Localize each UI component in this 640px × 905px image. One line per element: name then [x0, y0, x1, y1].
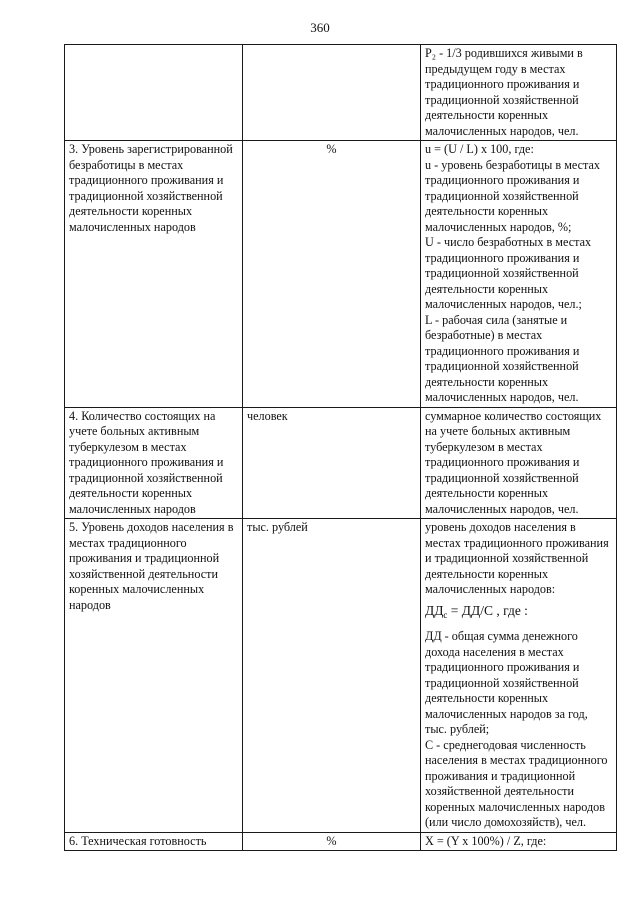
method-cell: [421, 407, 617, 519]
table-row: [65, 141, 617, 408]
unit-cell: %: [243, 832, 421, 851]
table-row: [65, 45, 617, 141]
formula-rest: = ДД/С , где :: [447, 602, 528, 618]
indicator-cell: 5. Уровень доходов населения в местах традиционного проживания и традиционной хозяйственной деятельности коренных малочисленных народов: [65, 519, 243, 833]
method-cell: [421, 141, 617, 408]
method-cell: [421, 519, 617, 833]
indicator-cell: 3. Уровень зарегистрированной безработицы в местах традиционного проживания и традиционной хозяйственной деятельности коренных малочисленных народов: [65, 141, 243, 408]
indicator-cell: 4. Количество состоящих на учете больных активным туберкулезом в местах традиционного проживания и традиционной хозяйственной деятельности коренных малочисленных народов: [65, 407, 243, 519]
table-row: [65, 519, 617, 833]
table-row: [65, 407, 617, 519]
method-line: L - рабочая сила (занятые и безработные) в местах традиционного проживания и традиционной хозяйственной деятельности коренных малочисленных народов, чел.: [425, 312, 580, 404]
method-intro: уровень доходов населения в местах традиционного проживания и традиционной хозяйственной деятельности коренных малочисленных народов:: [425, 520, 609, 596]
indicators-table: [64, 44, 617, 851]
method-line: ДД - общая сумма денежного дохода населения в местах традиционного проживания и традиционной хозяйственной деятельности коренных малочисленных народов за год, тыс. рублей;: [425, 629, 588, 736]
indicator-cell: [65, 45, 243, 141]
method-line: суммарное количество состоящих на учете больных активным туберкулезом в местах традиционного проживания и традиционной хозяйственной деятельности коренных малочисленных народов, чел.: [425, 408, 602, 516]
unit-cell: человек: [243, 407, 421, 519]
method-line: С - среднегодовая численность населения в местах традиционного проживания и традиционной хозяйственной деятельности коренных малочисленных народов (или число домохозяйств), чел.: [425, 737, 608, 829]
method-line: u - уровень безработицы в местах традиционного проживания и традиционной хозяйственной деятельности коренных малочисленных народов, %;: [425, 157, 601, 234]
page-number: 360: [310, 20, 330, 35]
income-formula: [425, 603, 612, 624]
method-cell: [421, 832, 617, 851]
unit-cell: %: [243, 141, 421, 408]
method-line: U - число безработных в местах традиционного проживания и традиционной хозяйственной деятельности коренных малочисленных народов, чел.;: [425, 235, 592, 311]
unit-cell: [243, 45, 421, 141]
unit-cell: тыс. рублей: [243, 519, 421, 833]
method-cell: [421, 45, 617, 141]
formula-line: u = (U / L) x 100, где:: [425, 142, 534, 156]
table-row: [65, 832, 617, 851]
formula-subscript: с: [443, 609, 448, 620]
formula-main: ДД: [425, 602, 444, 618]
indicator-cell: 6. Техническая готовность: [65, 832, 243, 851]
method-line: P₂ - 1/3 родившихся живыми в предыдущем году в местах традиционного проживания и традиционной хозяйственной деятельности коренных малочисленных народов, чел.: [425, 46, 583, 138]
formula-line: X = (Y x 100%) / Z, где:: [425, 833, 547, 848]
